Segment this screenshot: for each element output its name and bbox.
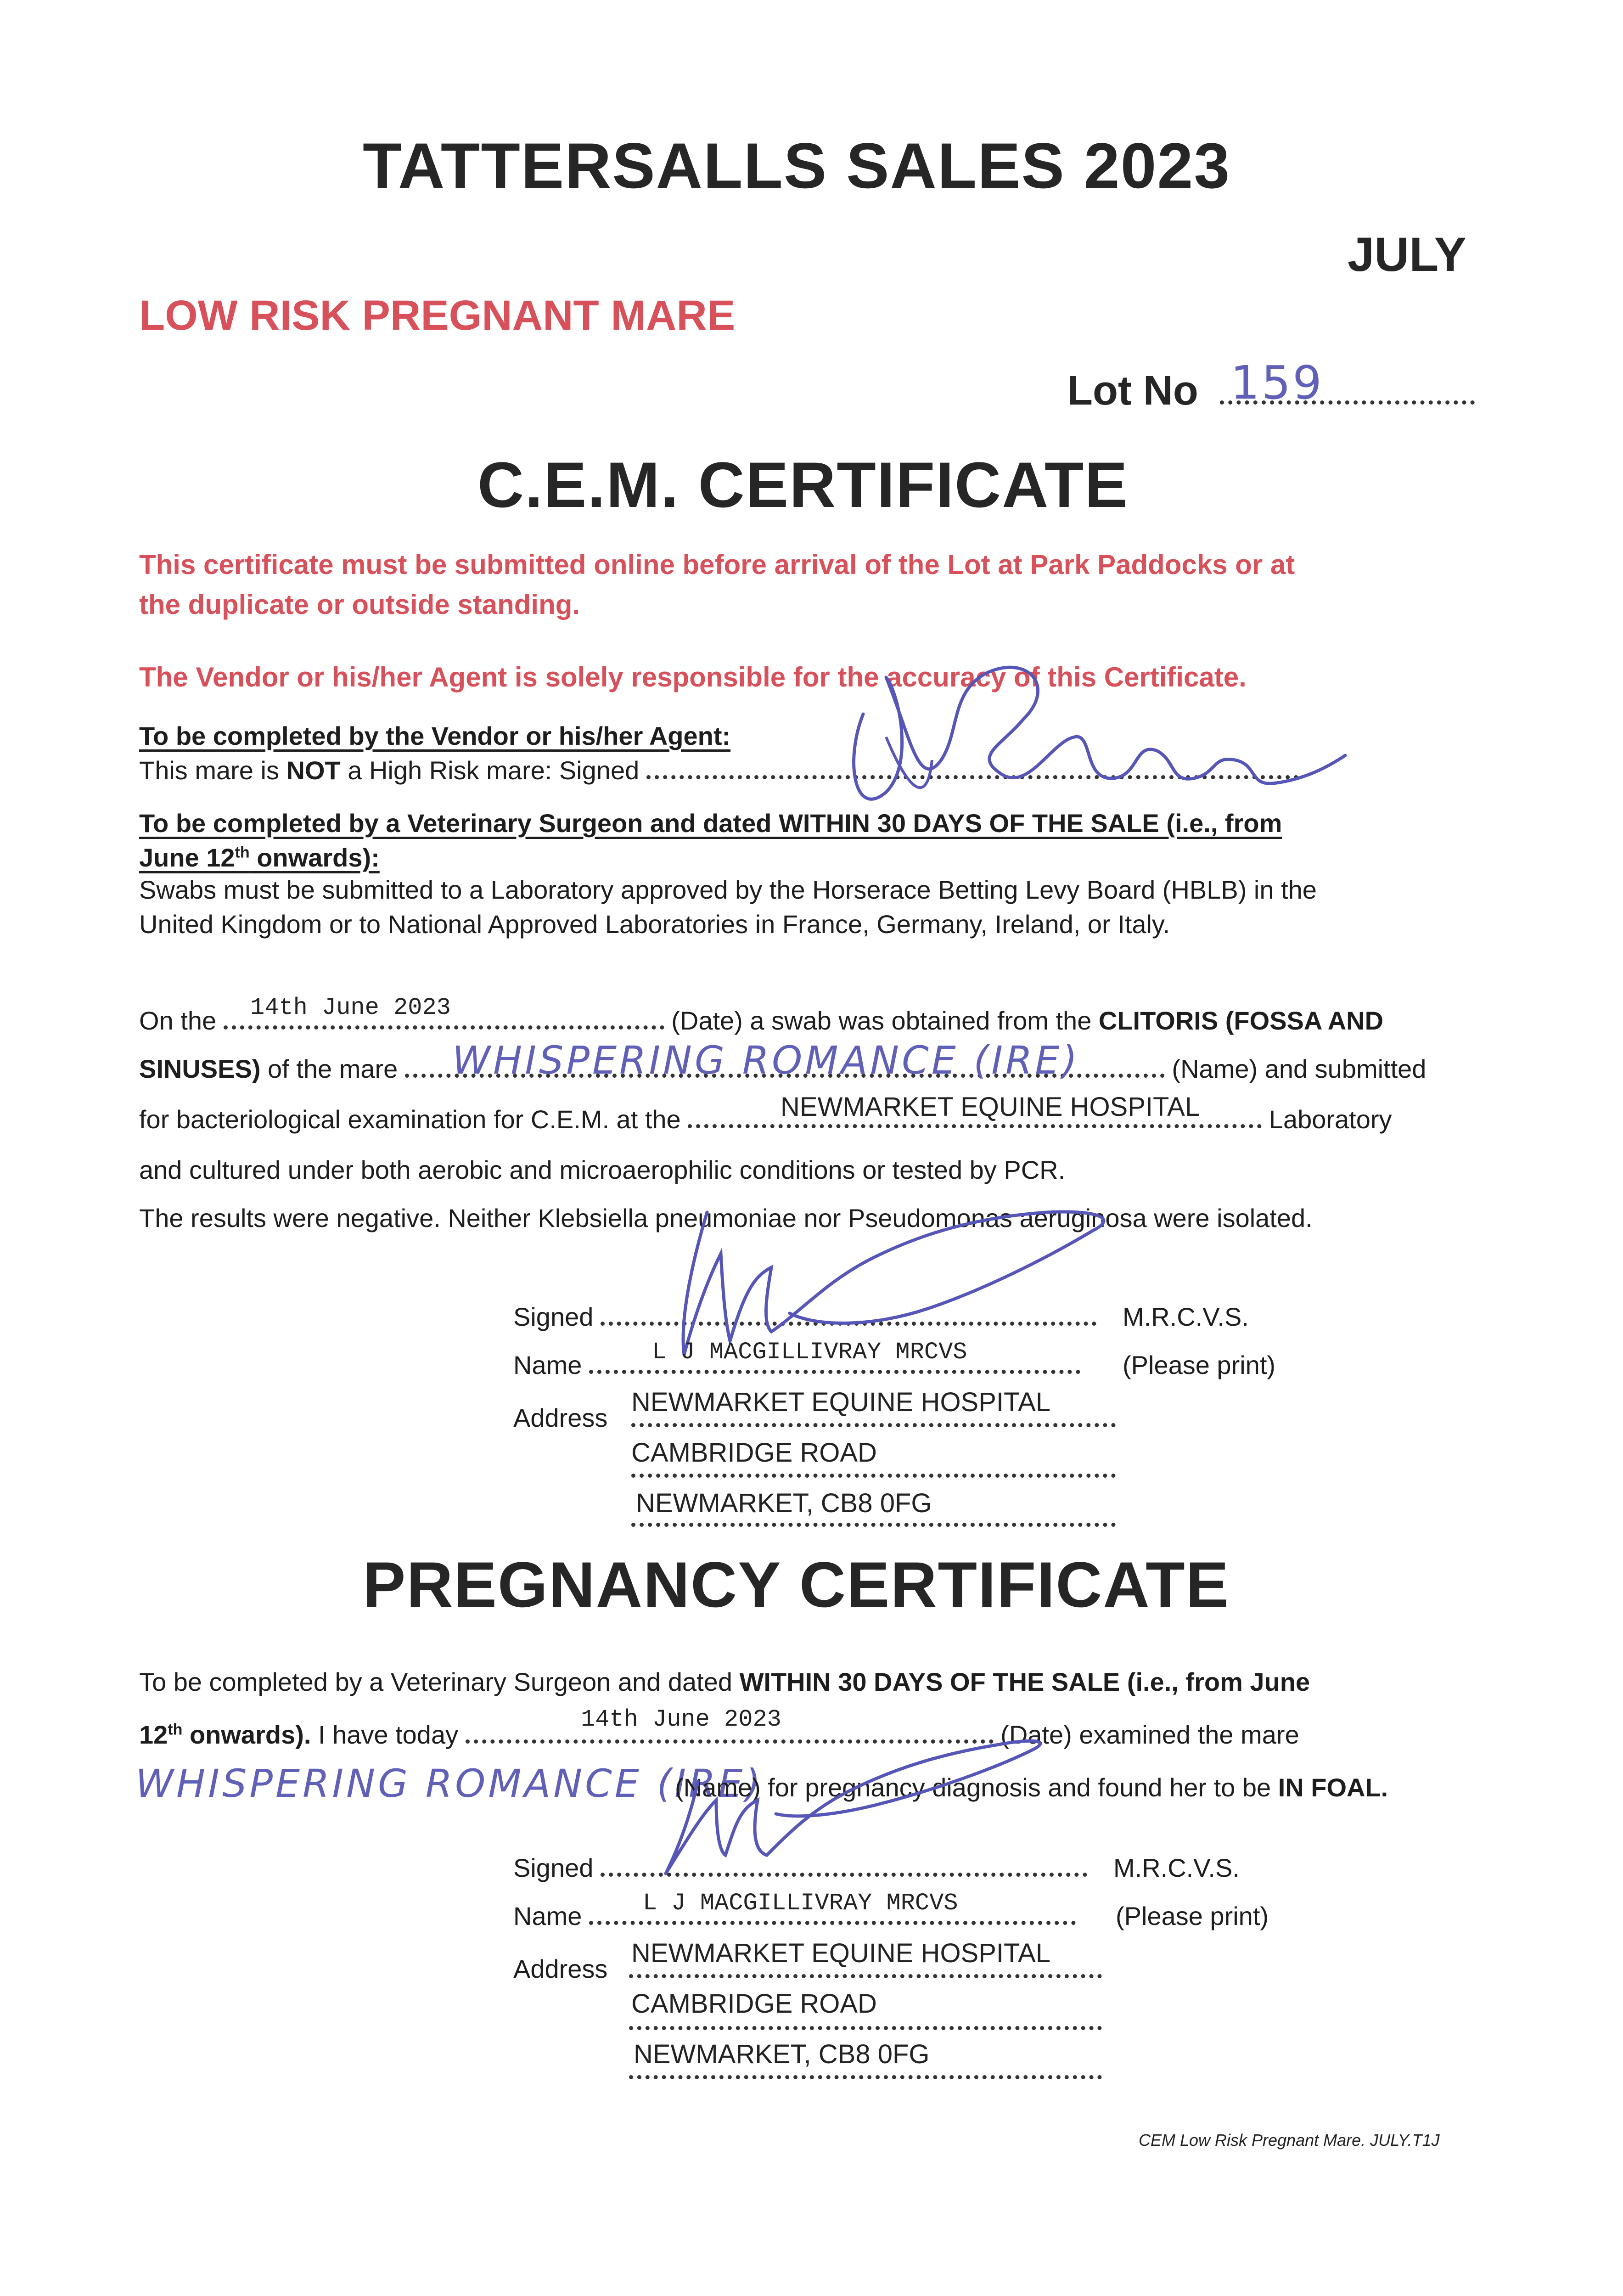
lot-label: Lot No [1067,368,1198,414]
cem-address-line-2: CAMBRIDGE ROAD [631,1438,877,1468]
cem-name-dotted-line [589,1370,1080,1374]
date-suffix-text: (Date) a swab was obtained from the [664,1006,1099,1035]
sale-month: JULY [1348,228,1466,281]
page-title: TATTERSALLS SALES 2023 [363,129,1231,202]
cem-certificate-title: C.E.M. CERTIFICATE [477,449,1129,521]
pregnancy-diagnosis-text: (Name) for pregnancy diagnosis and found her to be [675,1773,1278,1802]
certificate-category: LOW RISK PREGNANT MARE [139,292,736,339]
laboratory-label: Laboratory [1262,1105,1392,1134]
culture-statement: and cultured under both aerobic and microaerophilic conditions or tested by PCR. [139,1155,1066,1184]
pregnancy-examined-the-mare: (Date) examined the mare [993,1720,1299,1749]
cem-address-line-2-dots [631,1472,1116,1480]
pregnancy-in-foal: IN FOAL. [1278,1773,1388,1802]
form-reference-footer: CEM Low Risk Pregnant Mare. JULY.T1J [1139,2131,1440,2150]
submission-notice-line-2: the duplicate or outside standing. [139,589,580,620]
cem-address-line-1: NEWMARKET EQUINE HOSPITAL [631,1387,1051,1417]
pregnancy-mare-name-handwritten: WHISPERING ROMANCE (IRE) [135,1761,764,1806]
laboratory-line [139,1104,1392,1134]
pregnancy-address-dotted-2 [629,2026,1102,2030]
mare-name-handwritten: WHISPERING ROMANCE (IRE) [452,1038,1080,1083]
pregnancy-address-label: Address [513,1954,608,1983]
vet-section-heading [139,808,1282,838]
pregnancy-name-dotted-line [589,1921,1076,1925]
pregnancy-address-line-3-dots [629,2073,1102,2082]
cem-address-dotted-3 [631,1523,1116,1527]
vendor-signature [836,641,1377,824]
vendor-declaration-text-b: a High Risk mare: Signed [340,756,646,785]
cem-address-label: Address [513,1403,608,1432]
bacteriological-text: for bacteriological examination for C.E.M. at the [139,1105,688,1134]
name-suffix-text: (Name) and submitted [1164,1054,1426,1083]
vet-heading-text-a: To be completed by a Veterinary Surgeon and dated [139,809,779,838]
laboratory-dotted-line [688,1124,1262,1128]
swab-date-dotted-line [224,1025,664,1030]
lot-number-value: 159 [1230,356,1324,410]
pregnancy-address-dotted-3 [629,2075,1102,2079]
pregnancy-within-30-days: WITHIN 30 DAYS OF THE SALE (i.e., from June [739,1667,1310,1696]
sinuses-text: SINUSES) [139,1054,261,1083]
results-statement: The results were negative. Neither Klebsiella pneumoniae nor Pseudomonas aeruginosa were isolated. [139,1204,1313,1232]
cem-address-line-1-dots [631,1421,1116,1429]
pregnancy-address-line-1: NEWMARKET EQUINE HOSPITAL [631,1938,1051,1968]
pregnancy-signed-label: Signed [513,1853,601,1882]
of-the-mare-label: of the mare [260,1054,405,1083]
pregnancy-signed-dotted-line [601,1873,1087,1877]
pregnancy-address-line-3: NEWMARKET, CB8 0FG [634,2039,930,2069]
pregnancy-date-value: 14th June 2023 [581,1706,781,1733]
pregnancy-address-line-1-dots [629,1972,1102,1981]
vet-heading-onwards: onwards): [249,843,380,872]
on-the-label: On the [139,1006,224,1035]
cem-address-dotted-1 [631,1423,1116,1427]
vet-section-heading-line-2 [139,843,380,872]
vet-heading-superscript: th [235,844,250,861]
swab-requirement-line-2: United Kingdom or to National Approved Laboratories in France, Germany, Ireland, or Italy. [139,910,1170,939]
pregnancy-address-line-2: CAMBRIDGE ROAD [631,1989,877,2019]
vendor-declaration-text-a: This mare is [139,756,286,785]
vendor-section-heading: To be completed by the Vendor or his/her Agent: [139,721,731,750]
laboratory-value: NEWMARKET EQUINE HOSPITAL [781,1092,1200,1122]
pregnancy-date-12: 12 [139,1720,168,1749]
cem-address-line-3-dots [631,1521,1116,1529]
pregnancy-mrcvs-label: M.R.C.V.S. [1113,1853,1240,1882]
pregnancy-address-line-2-dots [629,2024,1102,2032]
pregnancy-vet-name: L J MACGILLIVRAY MRCVS [643,1890,958,1917]
swab-requirement-line-1: Swabs must be submitted to a Laboratory approved by the Horserace Betting Levy Board (HBLB) in the [139,875,1317,904]
cem-address-dotted-2 [631,1474,1116,1478]
pregnancy-date-superscript: th [168,1721,183,1739]
cem-signed-label: Signed [513,1302,601,1331]
pregnancy-i-have-today: I have today [311,1720,466,1749]
cem-address-line-3: NEWMARKET, CB8 0FG [636,1488,932,1518]
cem-vet-name: L J MACGILLIVRAY MRCVS [652,1339,967,1366]
vet-heading-date: June 12 [139,843,235,872]
cem-name-label: Name [513,1351,589,1379]
pregnancy-address-dotted-1 [629,1974,1102,1978]
clitoris-fossa-text: CLITORIS (FOSSA AND [1098,1006,1384,1035]
vendor-declaration-not: NOT [286,756,341,785]
pregnancy-intro-text: To be completed by a Veterinary Surgeon and dated [139,1667,740,1696]
cem-please-print: (Please print) [1123,1351,1276,1379]
cem-mrcvs-label: M.R.C.V.S. [1123,1302,1249,1331]
swab-date-value: 14th June 2023 [250,994,451,1021]
pregnancy-name-label: Name [513,1902,589,1930]
responsibility-notice: The Vendor or his/her Agent is solely responsible for the accuracy of this Certificate. [139,662,1247,692]
pregnancy-signed-row [513,1853,1087,1883]
submission-notice-line-1: This certificate must be submitted online before arrival of the Lot at Park Paddocks or at [139,549,1295,580]
pregnancy-please-print: (Please print) [1116,1902,1269,1930]
pregnancy-certificate-title: PREGNANCY CERTIFICATE [363,1548,1230,1621]
pregnancy-intro-line-1 [139,1667,1310,1697]
pregnancy-onwards: onwards). [182,1720,311,1749]
vet-heading-text-b: WITHIN 30 DAYS OF THE SALE (i.e., from [779,809,1282,838]
